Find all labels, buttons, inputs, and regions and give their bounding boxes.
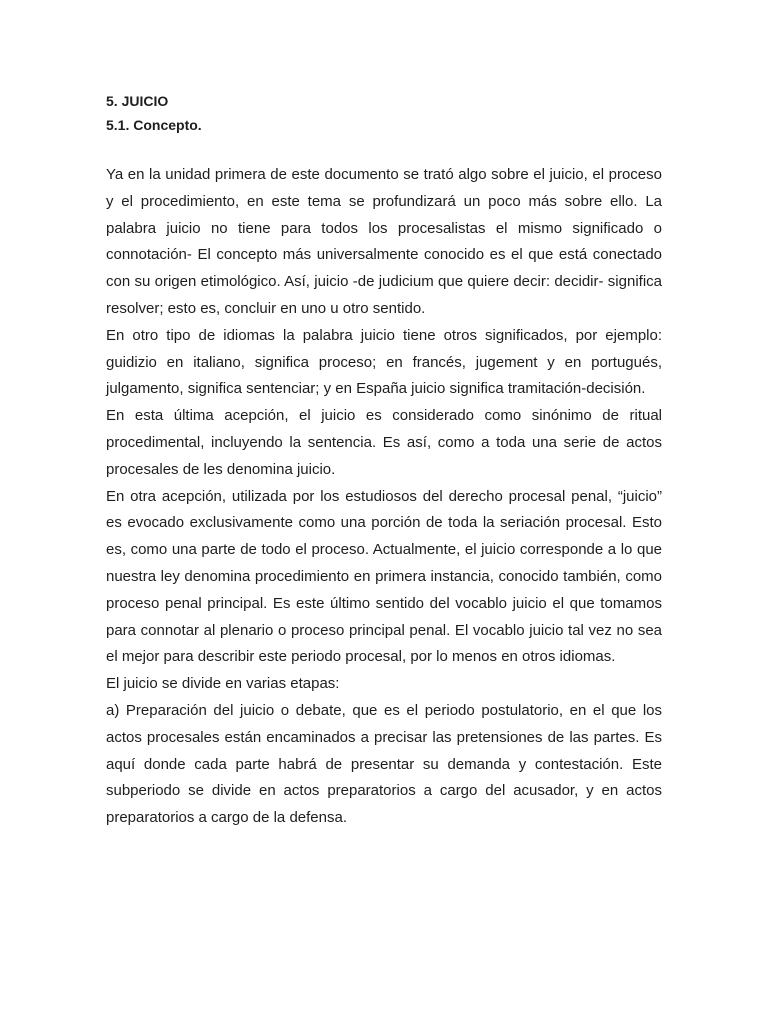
paragraph-stages-intro: El juicio se divide en varias etapas:: [106, 675, 340, 693]
paragraph-penal-meaning: En otra acepción, utilizada por los estudiosos del derecho procesal penal, “juicio” es evocado exclusivamente como una porción de toda la seriación procesal. Esto es, como una parte de todo el proceso. Actualmente, el juicio corresponde a lo que nuestra ley denomina procedimiento en primera instancia, conocido también, como proceso penal principal. Es este último sentido del vocablo juicio el que tomamos para connotar al plenario o proceso principal penal. El vocablo juicio tal vez no sea el mejor para describir este periodo procesal, por lo menos en otros idiomas.: [106, 487, 662, 666]
section-title: 5. JUICIO: [106, 93, 169, 109]
paragraph-other-languages: En otro tipo de idiomas la palabra juicio tiene otros significados, por ejemplo: guidizio en italiano, significa proceso; en francés, jugement y en portugués, julgamento, significa sentenciar; y en España juicio significa tramitación-decisión.: [106, 326, 662, 398]
paragraph-last-meaning: En esta última acepción, el juicio es considerado como sinónimo de ritual procedimental, incluyendo la sentencia. Es así, como a toda una serie de actos procesales de les denomina juicio.: [106, 407, 662, 478]
subsection-title: 5.1. Concepto.: [106, 117, 202, 133]
paragraph-stage-a: a) Preparación del juicio o debate, que es el periodo postulatorio, en el que los actos procesales están encaminados a precisar las pretensiones de las partes. Es aquí donde cada parte habrá de presentar su demanda y contestación. Este subperiodo se divide en actos preparatorios a cargo del acusador, y en actos preparatorios a cargo de la defensa.: [106, 701, 662, 827]
blank-line: [106, 137, 662, 162]
document-body: [106, 89, 662, 832]
paragraph-intro: Ya en la unidad primera de este documento se trató algo sobre el juicio, el proceso y el procedimiento, en este tema se profundizará un poco más sobre ello. La palabra juicio no tiene para todos los procesalistas el mismo significado o connotación- El concepto más universalmente conocido es el que está conectado con su origen etimológico. Así, juicio -de judicium que quiere decir: decidir- significa resolver; esto es, concluir en uno u otro sentido.: [106, 166, 662, 317]
